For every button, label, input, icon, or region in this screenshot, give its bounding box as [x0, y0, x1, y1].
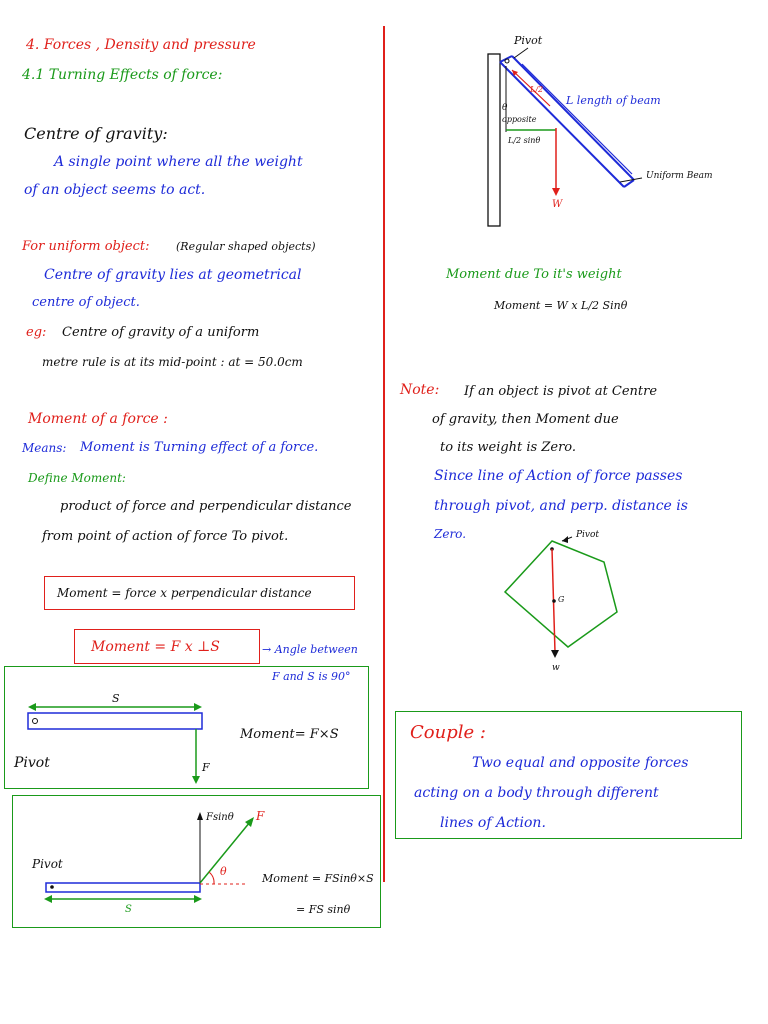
- angle-note-1: → Angle between: [262, 643, 358, 656]
- note-blue1: Since line of Action of force passes: [434, 468, 683, 484]
- cog-heading: Centre of gravity:: [24, 124, 168, 143]
- beam-opposite: opposite: [502, 115, 537, 124]
- note-blue3: Zero.: [434, 527, 467, 541]
- define-label: Define Moment:: [28, 471, 126, 485]
- couple-heading: Couple :: [410, 722, 486, 743]
- chapter-title: 4. Forces , Density and pressure: [26, 37, 256, 53]
- diagram1-moment: Moment= F×S: [240, 727, 339, 742]
- note-line1: If an object is pivot at Centre: [464, 384, 658, 399]
- uniform-line1: Centre of gravity lies at geometrical: [44, 267, 302, 283]
- define-line1: product of force and perpendicular distance: [60, 499, 352, 514]
- beam-length-label: L length of beam: [566, 94, 661, 107]
- beam-uniform-label: Uniform Beam: [646, 171, 713, 181]
- formula-2: Moment = F x ⊥S: [91, 639, 220, 655]
- couple-line3: lines of Action.: [440, 815, 546, 831]
- uniform-heading: For uniform object:: [22, 239, 150, 254]
- diagram2-f-label: F: [256, 809, 265, 823]
- diagram2-moment-1: Moment = FSinθ×S: [262, 872, 374, 885]
- note-label: Note:: [400, 382, 440, 398]
- section-title: 4.1 Turning Effects of force:: [22, 67, 223, 83]
- beam-caption: Moment due To it's weight: [446, 267, 622, 282]
- diagram2-s-label: S: [125, 904, 132, 915]
- diagram2-fsin-label: Fsinθ: [206, 812, 234, 823]
- beam-perp-label: L/2 sinθ: [508, 136, 541, 145]
- note-line3: to its weight is Zero.: [440, 440, 577, 455]
- uniform-note: (Regular shaped objects): [176, 240, 316, 253]
- angle-note-2: F and S is 90°: [272, 670, 351, 683]
- diagram1-pivot-label: Pivot: [14, 755, 50, 771]
- beam-pivot-label: Pivot: [514, 34, 543, 47]
- define-line2: from point of action of force To pivot.: [42, 529, 289, 544]
- cog-line1: A single point where all the weight: [54, 154, 303, 170]
- pentagon-pointer-head-icon: [562, 536, 568, 543]
- beam-w-label: W: [552, 199, 563, 210]
- beam-theta: θ: [502, 103, 508, 113]
- pentagon-w-arrow-icon: [551, 650, 559, 658]
- couple-line1: Two equal and opposite forces: [472, 755, 689, 771]
- diagram2-theta: θ: [220, 865, 227, 878]
- diagram1-s-label: S: [112, 692, 120, 705]
- note-line2: of gravity, then Moment due: [432, 412, 619, 427]
- beam-formula: Moment = W x L/2 Sinθ: [494, 299, 628, 312]
- diagram2-moment-2: = FS sinθ: [296, 903, 351, 916]
- diagram1-f-label: F: [202, 761, 210, 774]
- pentagon-pivot-label: Pivot: [576, 530, 600, 540]
- beam-half-label: L/2: [530, 85, 544, 94]
- couple-box: [395, 711, 742, 839]
- means-text: Moment is Turning effect of a force.: [80, 440, 319, 455]
- eg-line1: Centre of gravity of a uniform: [62, 325, 260, 340]
- pentagon-g-point-icon: [552, 599, 556, 603]
- cog-line2: of an object seems to act.: [24, 182, 206, 198]
- means-label: Means:: [22, 441, 67, 455]
- couple-line2: acting on a body through different: [414, 785, 659, 801]
- note-blue2: through pivot, and perp. distance is: [434, 498, 688, 514]
- eg-label: eg:: [26, 325, 47, 340]
- pentagon-w-label: w: [552, 663, 560, 673]
- uniform-line2: centre of object.: [32, 295, 140, 310]
- eg-line2: metre rule is at its mid-point : at = 50.0cm: [42, 355, 303, 369]
- diagram2-pivot-label: Pivot: [32, 857, 63, 871]
- formula-1: Moment = force x perpendicular distance: [57, 586, 312, 600]
- pentagon-shape: [505, 541, 617, 647]
- moment-heading: Moment of a force :: [28, 411, 168, 427]
- pentagon-g-label: G: [558, 595, 565, 604]
